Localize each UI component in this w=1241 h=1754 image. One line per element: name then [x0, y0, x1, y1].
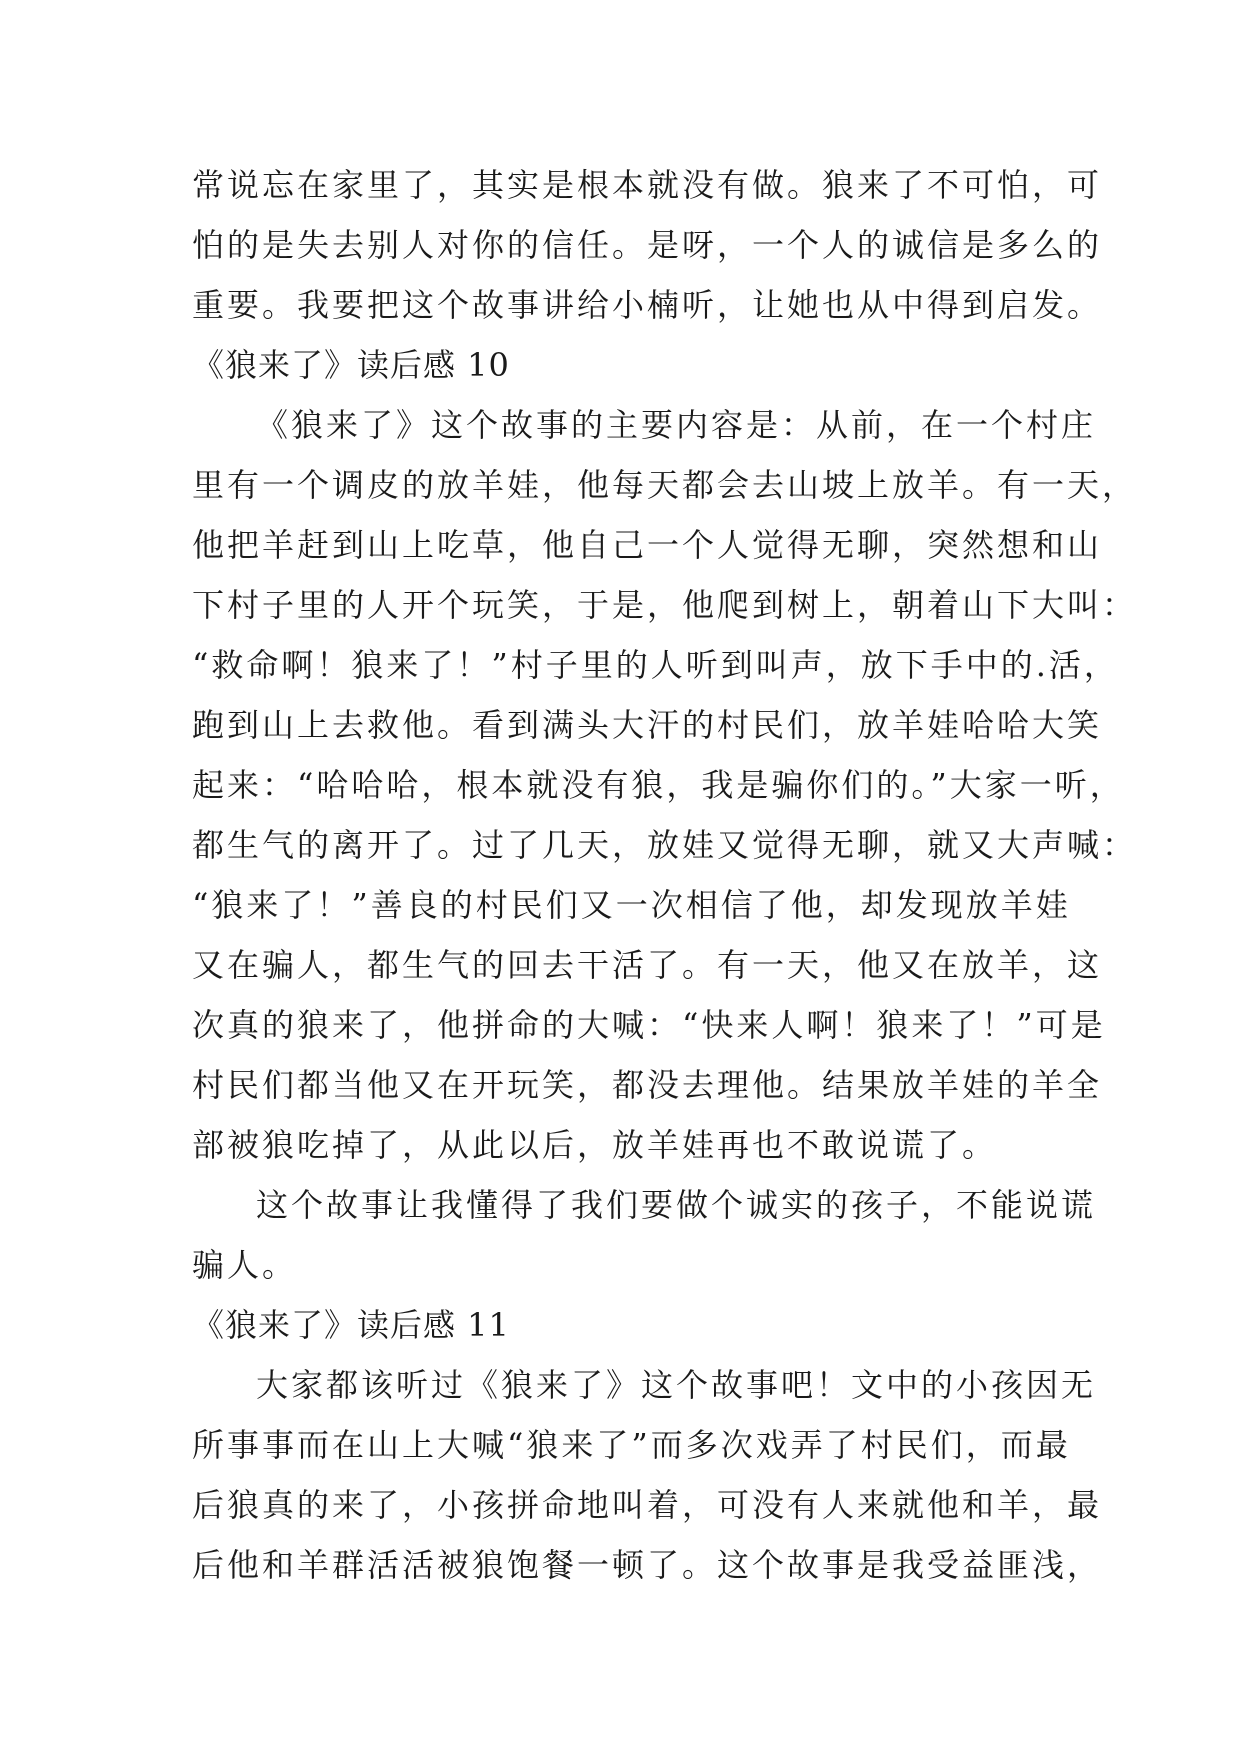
text-line: 跑到山上去救他。看到满头大汗的村民们，放羊娃哈哈大笑	[192, 706, 1103, 744]
text-line: 这个故事让我懂得了我们要做个诚实的孩子，不能说谎	[256, 1186, 1097, 1224]
text-line: 常说忘在家里了，其实是根本就没有做。狼来了不可怕，可	[192, 166, 1103, 204]
text-line: 次真的狼来了，他拼命的大喊：“快来人啊！狼来了！”可是	[192, 1006, 1106, 1044]
text-line: 后狼真的来了，小孩拼命地叫着，可没有人来就他和羊，最	[192, 1486, 1103, 1524]
text-line: 都生气的离开了。过了几天，放娃又觉得无聊，就又大声喊：	[192, 826, 1138, 864]
text-line: 部被狼吃掉了，从此以后，放羊娃再也不敢说谎了。	[192, 1126, 998, 1164]
section-heading: 《狼来了》读后感 10	[192, 346, 510, 384]
text-line: 骗人。	[192, 1246, 298, 1284]
document-body	[192, 155, 1138, 1595]
text-line: 下村子里的人开个玩笑，于是，他爬到树上，朝着山下大叫：	[192, 586, 1138, 624]
text-line: “救命啊！狼来了！”村子里的人听到叫声，放下手中的.活，	[192, 646, 1119, 684]
text-line: 起来：“哈哈哈，根本就没有狼，我是骗你们的。”大家一听，	[192, 766, 1125, 804]
text-line: 又在骗人，都生气的回去干活了。有一天，他又在放羊，这	[192, 946, 1103, 984]
text-line: 所事事而在山上大喊“狼来了”而多次戏弄了村民们，而最	[192, 1426, 1071, 1464]
text-line: 村民们都当他又在开玩笑，都没去理他。结果放羊娃的羊全	[192, 1066, 1103, 1104]
text-line: 他把羊赶到山上吃草，他自己一个人觉得无聊，突然想和山	[192, 526, 1103, 564]
text-line: 后他和羊群活活被狼饱餐一顿了。这个故事是我受益匪浅，	[192, 1546, 1103, 1584]
text-line: 怕的是失去别人对你的信任。是呀，一个人的诚信是多么的	[192, 226, 1103, 264]
section-heading: 《狼来了》读后感 11	[192, 1306, 510, 1344]
text-line: 《狼来了》这个故事的主要内容是：从前，在一个村庄	[256, 406, 1097, 444]
text-line: “狼来了！”善良的村民们又一次相信了他，却发现放羊娃	[192, 886, 1071, 924]
text-line: 重要。我要把这个故事讲给小楠听，让她也从中得到启发。	[192, 286, 1103, 324]
text-line: 大家都该听过《狼来了》这个故事吧！文中的小孩因无	[256, 1366, 1097, 1404]
text-line: 里有一个调皮的放羊娃，他每天都会去山坡上放羊。有一天，	[192, 466, 1138, 504]
